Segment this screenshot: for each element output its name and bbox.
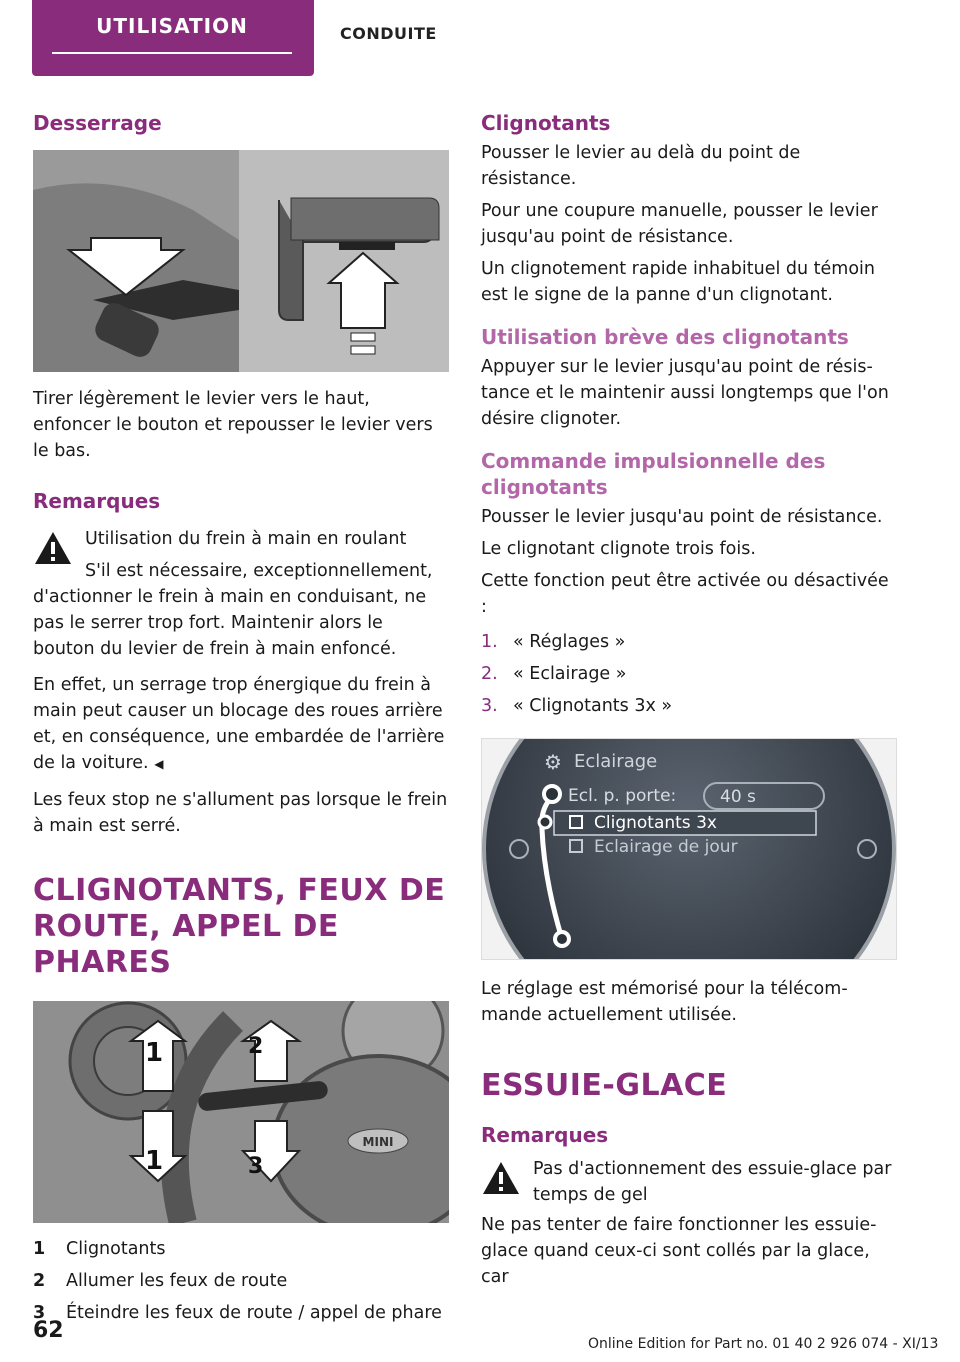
list-item bbox=[481, 658, 897, 690]
step-text: « Eclairage » bbox=[513, 664, 627, 684]
impulsion-heading-line2: clignotants bbox=[481, 475, 608, 499]
warning-text bbox=[33, 558, 449, 662]
step-text: « Clignotants 3x » bbox=[513, 696, 673, 716]
breve-heading: Utilisation brève des clignotants bbox=[481, 325, 849, 349]
legend-number: 1 bbox=[33, 1239, 46, 1259]
step-number: 1. bbox=[481, 632, 498, 652]
page-number: 62 bbox=[33, 1318, 64, 1343]
screen-row2-label[interactable]: Clignotants 3x bbox=[594, 813, 717, 833]
legend-text: Clignotants bbox=[66, 1239, 166, 1259]
clignotants-p2: Pour une coupure manuelle, pousser le levier jusqu'au point de résistance. bbox=[481, 201, 878, 247]
impulsion-p3: Cette fonction peut être activée ou désactivée : bbox=[481, 571, 889, 617]
clignotants-p3: Un clignotement rapide inhabituel du témoin est le signe de la panne d'un clignotant. bbox=[481, 259, 875, 305]
impulsion-p1: Pousser le levier jusqu'au point de résistance. bbox=[481, 507, 883, 527]
desserrage-text: Tirer légèrement le levier vers le haut, enfoncer le bouton et repousser le levier vers le bas. bbox=[33, 389, 433, 461]
legend-item bbox=[33, 1233, 449, 1265]
warning-triangle-icon bbox=[481, 1160, 521, 1196]
chapter-title-line1: CLIGNOTANTS, FEUX DE bbox=[33, 873, 446, 908]
figure-legend bbox=[33, 1233, 449, 1329]
steps-list bbox=[481, 626, 897, 722]
step-text: « Réglages » bbox=[513, 632, 626, 652]
footer-edition: Online Edition for Part no. 01 40 2 926 074 - XI/13 bbox=[588, 1336, 939, 1352]
clignotants-p1: Pousser le levier au delà du point de résistance. bbox=[481, 143, 801, 189]
figure-label-2: 2 bbox=[248, 1034, 264, 1059]
figure-label-1-bottom: 1 bbox=[145, 1146, 164, 1176]
impulsion-heading-line1: Commande impulsionnelle des bbox=[481, 449, 826, 473]
legend-number: 2 bbox=[33, 1271, 46, 1291]
legend-item bbox=[33, 1265, 449, 1297]
remarques-heading-right: Remarques bbox=[481, 1123, 609, 1147]
figure-label-3: 3 bbox=[248, 1154, 264, 1179]
step-number: 3. bbox=[481, 696, 498, 716]
legend-text: Éteindre les feux de route / appel de phare bbox=[66, 1303, 442, 1323]
header-tabs bbox=[0, 0, 960, 78]
steering-figure bbox=[33, 1001, 449, 1223]
step-number: 2. bbox=[481, 664, 498, 684]
warning-block-right bbox=[481, 1156, 897, 1208]
steering-illustration bbox=[33, 1001, 449, 1223]
feux-stop-text: Les feux stop ne s'allument pas lorsque le frein à main est serré. bbox=[33, 790, 448, 836]
screen-row1-value[interactable]: 40 s bbox=[720, 787, 756, 807]
breve-text: Appuyer sur le levier jusqu'au point de résistance et le maintenir aussi longtemps que l'on désire clignoter. bbox=[481, 357, 889, 429]
tab-conduite[interactable]: CONDUITE bbox=[340, 24, 437, 43]
list-item bbox=[481, 690, 897, 722]
left-column bbox=[33, 108, 449, 1329]
warning-text-content: S'il est nécessaire, exceptionnellement, d'actionner le frein à main en conduisant, ne pas le serrer trop fort. Maintenir alors le bouton du levier de frein à main enfoncé. bbox=[33, 561, 433, 659]
handbrake-figure bbox=[33, 150, 449, 372]
screen-figure bbox=[481, 738, 897, 960]
figure-label-1-top: 1 bbox=[145, 1038, 164, 1068]
effet-text bbox=[33, 672, 449, 777]
gear-icon: ⚙ bbox=[544, 750, 562, 774]
desserrage-heading: Desserrage bbox=[33, 111, 162, 135]
legend-text: Allumer les feux de route bbox=[66, 1271, 288, 1291]
screen-row1-label[interactable]: Ecl. p. porte: bbox=[568, 786, 677, 806]
legend-item bbox=[33, 1297, 449, 1329]
warning-title: Utilisation du frein à main en roulant bbox=[85, 529, 407, 549]
warning-title-right: Pas d'actionnement des essuie-glace par temps de gel bbox=[533, 1159, 892, 1205]
memorise-text: Le réglage est mémorisé pour la télécommande actuellement utilisée. bbox=[481, 979, 848, 1025]
warning-triangle-icon bbox=[33, 530, 73, 566]
essuie-glace-heading: ESSUIE-GLACE bbox=[481, 1068, 728, 1103]
clignotants-heading: Clignotants bbox=[481, 111, 611, 135]
tab-utilisation[interactable]: UTILISATION bbox=[52, 0, 292, 54]
chapter-title-line2: ROUTE, APPEL DE PHARES bbox=[33, 909, 339, 980]
effet-text-content: En effet, un serrage trop énergique du frein à main peut causer un blocage des roues arrière et, en conséquence, une embardée de l'arrière de la voiture. bbox=[33, 675, 445, 773]
impulsion-heading bbox=[481, 448, 897, 500]
handbrake-illustration bbox=[33, 150, 449, 372]
screen-header: Eclairage bbox=[574, 751, 658, 772]
end-mark: ◀ bbox=[154, 757, 164, 771]
warning-block bbox=[33, 526, 449, 552]
warning-text-right: Ne pas tenter de faire fonctionner les essuie-glace quand ceux-ci sont collés par la glace, car bbox=[481, 1215, 877, 1287]
list-item bbox=[481, 626, 897, 658]
impulsion-p2: Le clignotant clignote trois fois. bbox=[481, 539, 756, 559]
steering-logo: MINI bbox=[362, 1135, 394, 1149]
remarques-heading: Remarques bbox=[33, 489, 161, 513]
legend-number: 3 bbox=[33, 1303, 46, 1323]
right-column bbox=[481, 108, 897, 1290]
chapter-title bbox=[33, 873, 449, 981]
screen-row3-label[interactable]: Eclairage de jour bbox=[594, 837, 738, 857]
display-screen bbox=[482, 739, 896, 959]
